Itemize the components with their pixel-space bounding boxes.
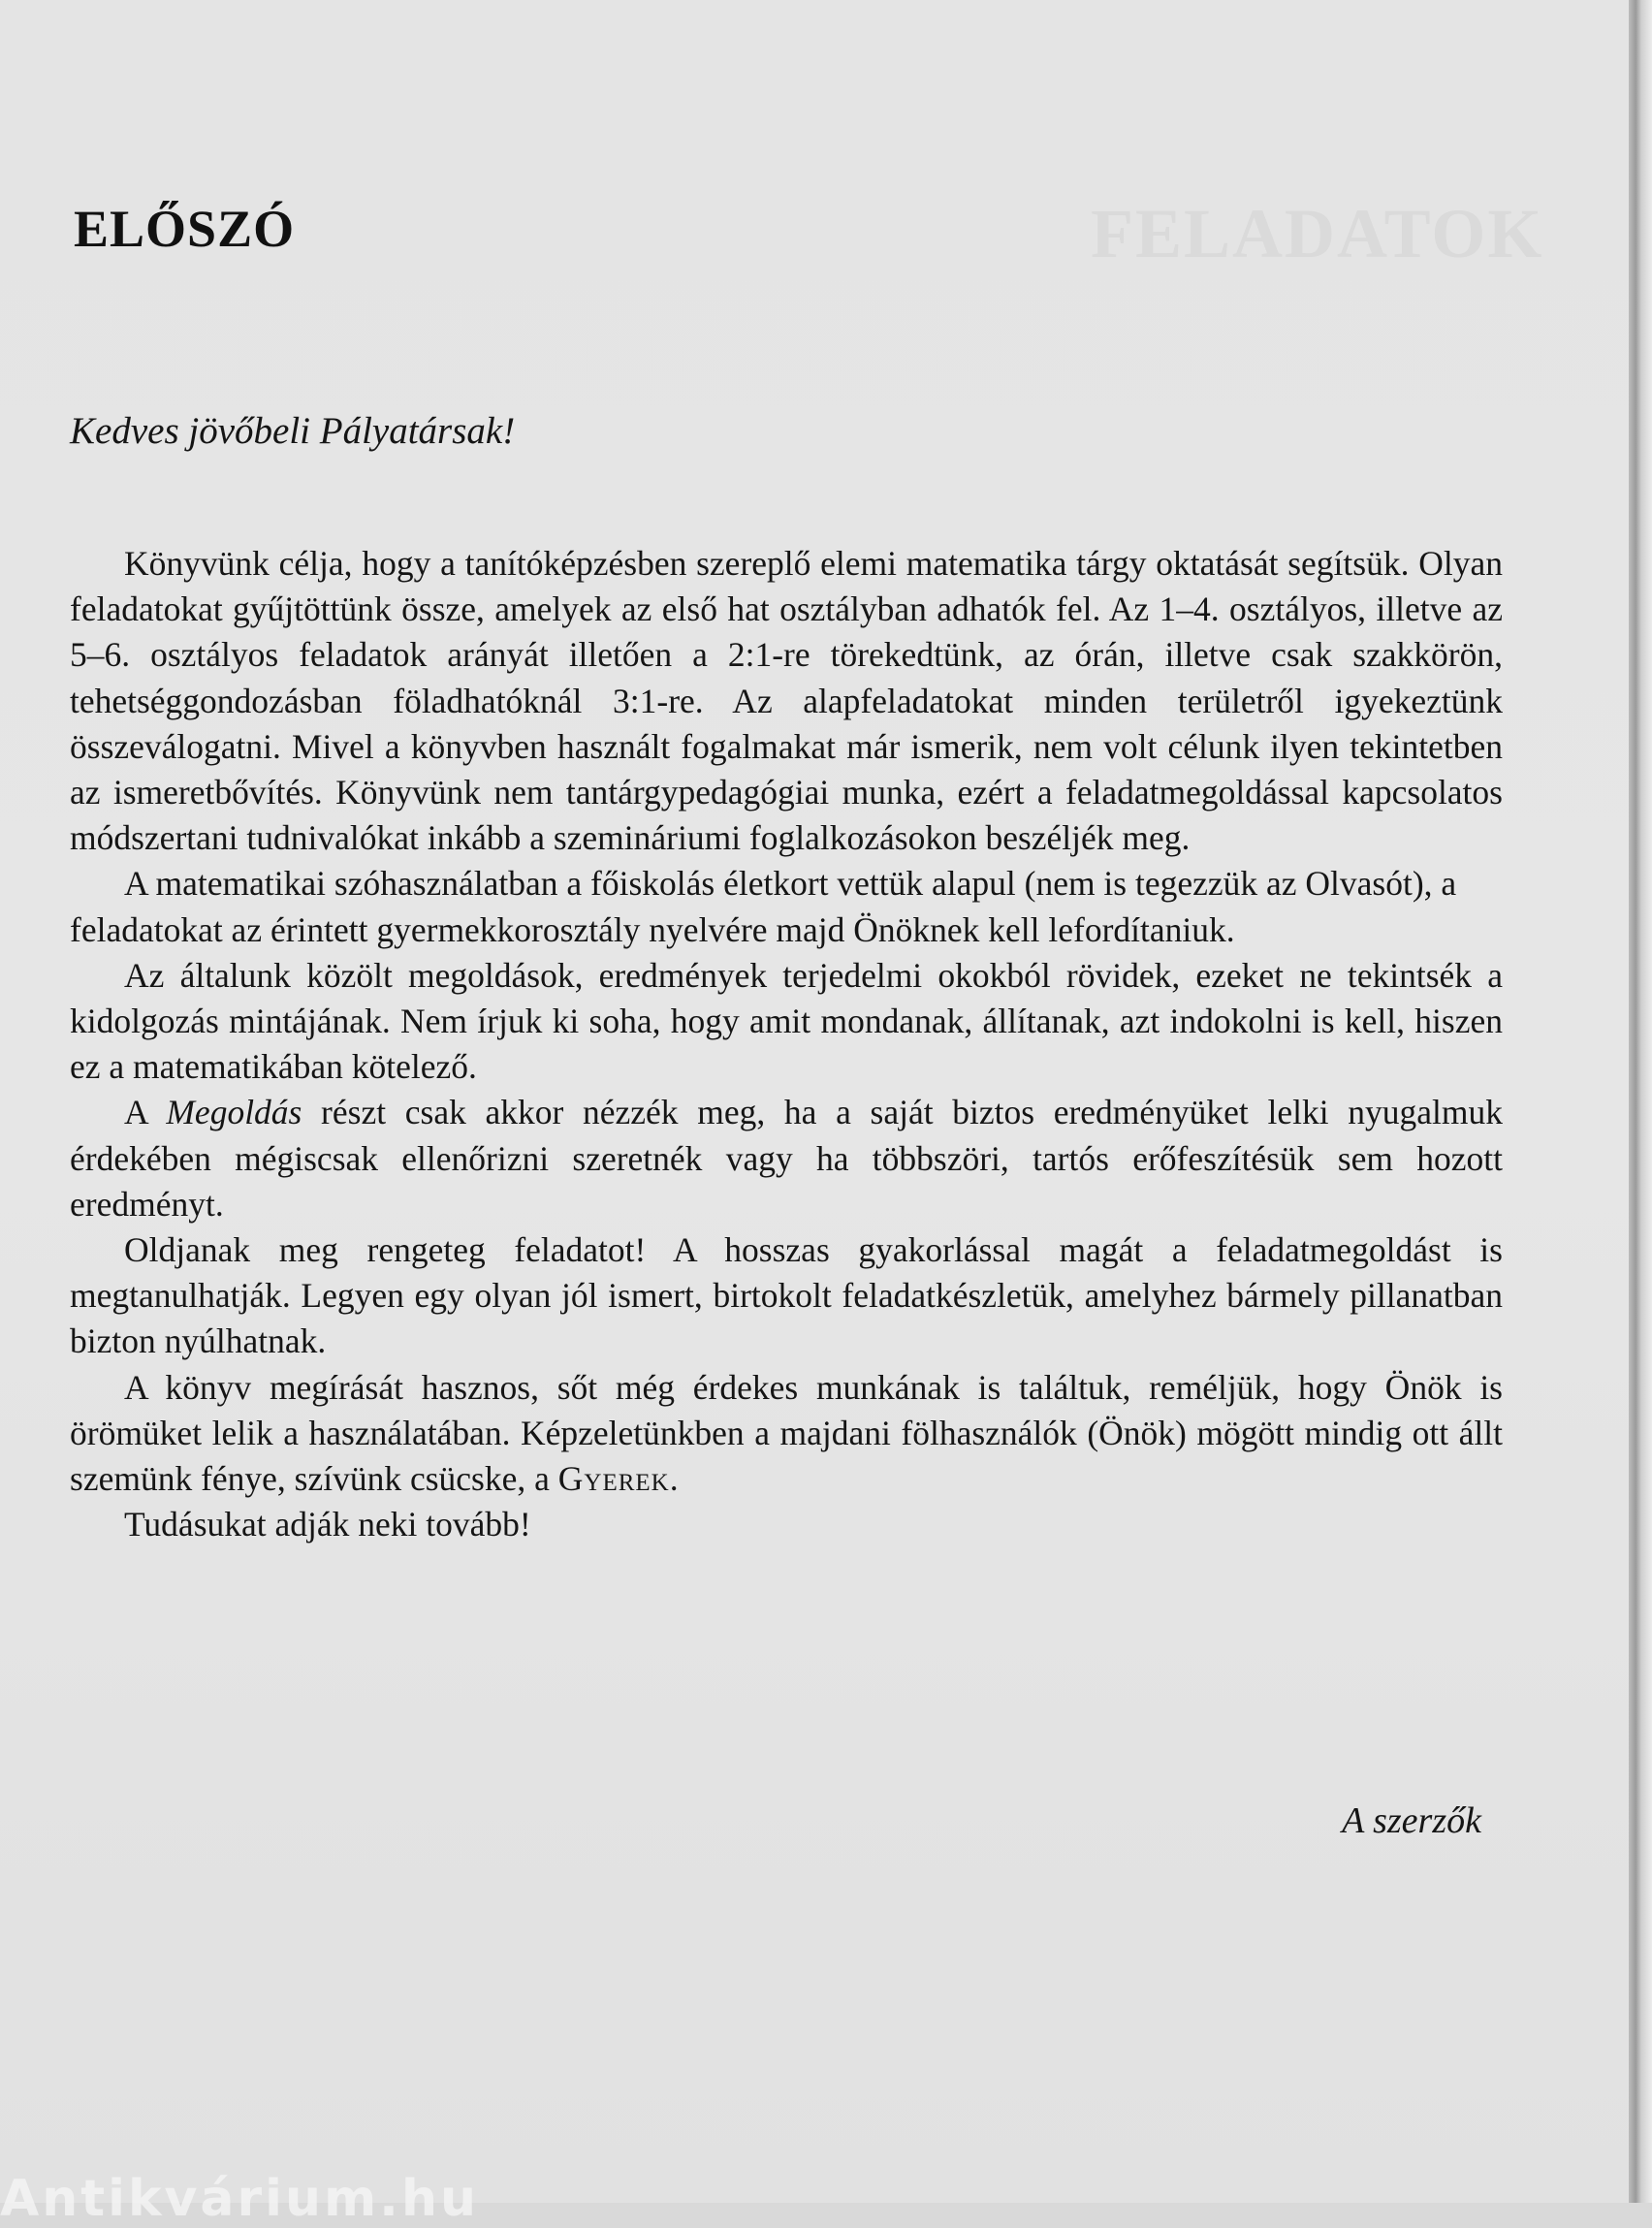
paragraph-6 [70, 1365, 1503, 1503]
signature: A szerzők [1342, 1800, 1481, 1841]
paragraph-7: Tudásukat adják neki tovább! [124, 1505, 531, 1544]
bleed-through-title: FELADATOK [1091, 195, 1544, 272]
paragraph-4-start: A [124, 1093, 167, 1132]
paragraph-5: Oldjanak meg rengeteg feladatot! A hosszas gyakorlással magát a feladatmegoldást is megtanulhatják. Legyen egy olyan jól ismert, birtokolt feladatkészletük, amelyhez bármely pillanatban bizton nyúlhatnak. [70, 1230, 1503, 1361]
page-title: ELŐSZÓ [74, 200, 296, 258]
paragraph-6-start: A könyv megírását hasznos, sőt még érdekes munkának is találtuk, reméljük, hogy Önök is örömüket lelik a használatában. Képzeletünkben a majdani fölhasználók (Önök) mögött mindig ott állt szemünk fénye, szívünk csücske, a [70, 1367, 1503, 1499]
paragraph-4 [70, 1090, 1503, 1227]
watermark: Antikvárium.hu [0, 2170, 479, 2228]
page-edge [1629, 0, 1652, 2203]
preface-body [70, 541, 1503, 1547]
paragraph-3: Az általunk közölt megoldások, eredmények terjedelmi okokból rövidek, ezeket ne tekintsék a kidolgozás mintájának. Nem írjuk ki soha, hogy amit mondanak, állítanak, azt indokolni is kell, hiszen ez a matematikában kötelező. [70, 955, 1503, 1087]
paragraph-2: A matematikai szóhasználatban a főiskolás életkort vettük alapul (nem is tegezzük az Olvasót), a feladatokat az érintett gyermekkorosztály nyelvére majd Önöknek kell lefordítaniuk. [70, 864, 1457, 949]
paragraph-4-emphasis: Megoldás [166, 1093, 302, 1132]
paragraph-6-end: . [669, 1459, 679, 1499]
paragraph-1: Könyvünk célja, hogy a tanítóképzésben szereplő elemi matematika tárgy oktatását segítsük. Olyan feladatokat gyűjtöttünk össze, amelyek az első hat osztályban adhatók fel. Az 1–4. osztályos, illetve az 5–6. osztályos feladatok arányát illetően a 2:1-re törekedtünk, az órán, illetve csak szakkörön, tehetséggondozásban föladhatóknál 3:1-re. Az alapfeladatokat minden területről igyekeztünk összeválogatni. Mivel a könyvben használt fogalmakat már ismerik, nem volt célunk ilyen tekintetben az ismeretbővítés. Könyvünk nem tantárgypedagógiai munka, ezért a feladatmegoldással kapcsolatos módszertani tudnivalókat inkább a szemináriumi foglalkozásokon beszéljék meg. [70, 544, 1503, 858]
salutation: Kedves jövőbeli Pályatársak! [70, 410, 516, 452]
paragraph-6-smallcaps: Gyerek [557, 1459, 670, 1499]
paragraph-4-rest: részt csak akkor nézzék meg, ha a saját biztos eredményüket lelki nyugalmuk érdekében mégiscsak ellenőrizni szeretnék vagy ha többszöri, tartós erőfeszítésük sem hozott eredményt. [70, 1093, 1503, 1224]
